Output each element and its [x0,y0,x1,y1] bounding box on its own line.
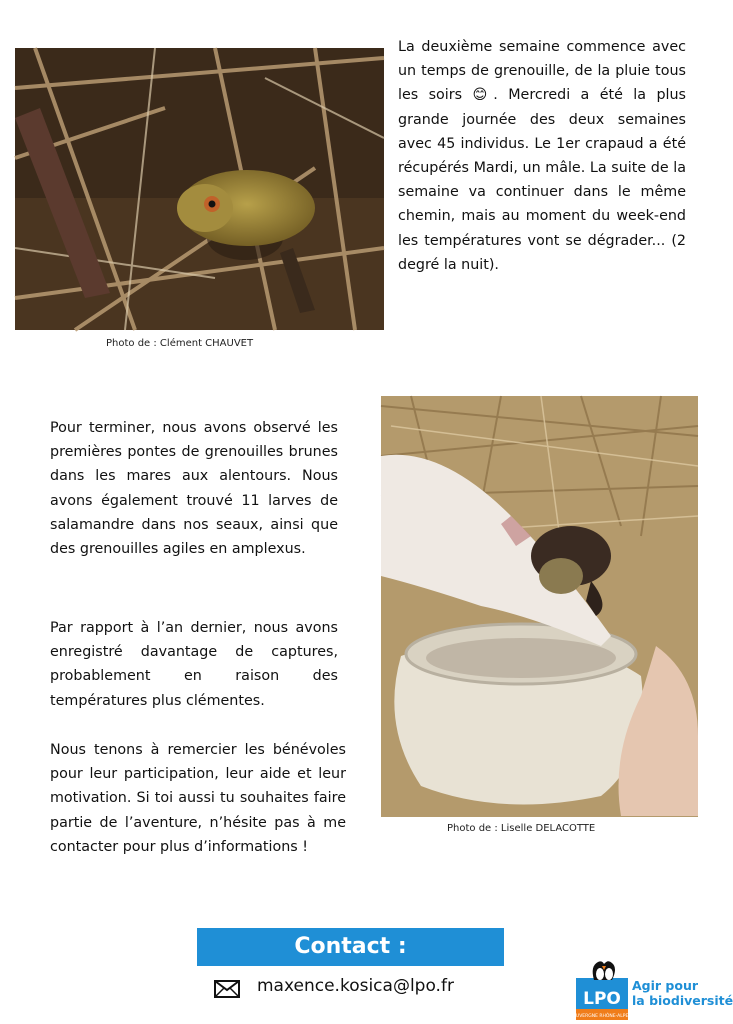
top-paragraph: La deuxième semaine commence avec un temps de grenouille, de la pluie tous les soirs 😊. Mercredi a été la plus grande journée des deux semaines avec 45 individus. Le 1er crapaud a été récupérés Mardi, un mâle. La suite de la semaine va continuer dans le même chemin, mais au moment du week-end les températures vont se dégrader... (2 degré la nuit). [398,39,686,273]
frog-bucket-photo [381,396,698,817]
slogan [632,978,733,1008]
lpo-logo [572,960,632,1020]
mail-icon [214,980,240,998]
contact-banner: Contact : [197,928,504,966]
toad-photo [15,48,384,330]
slogan-line-2: la biodiversité [632,993,733,1008]
contact-email[interactable]: maxence.kosica@lpo.fr [257,976,454,996]
frog-photo-caption: Photo de : Liselle DELACOTTE [447,823,596,834]
lpo-logo-subtext: AUVERGNE RHÔNE-ALPES [572,1014,632,1019]
comparison-paragraph: Par rapport à l’an dernier, nous avons enregistré davantage de captures, probablement en raison des températures plus clémentes. [50,620,338,709]
toad-photo-caption: Photo de : Clément CHAUVET [106,338,254,349]
observations-paragraph: Pour terminer, nous avons observé les premières pontes de grenouilles brunes dans les mares aux alentours. Nous avons également trouvé 11 larves de salamandre dans nos seaux, ainsi que des grenouilles agiles en amplexus. [50,420,338,558]
lpo-logo-text: LPO [583,989,621,1009]
thanks-paragraph: Nous tenons à remercier les bénévoles pour leur participation, leur aide et leur motivation. Si toi aussi tu souhaites faire partie de l’aventure, n’hésite pas à me contacter pour plus d’informations ! [50,742,346,855]
slogan-line-1: Agir pour [632,978,699,993]
